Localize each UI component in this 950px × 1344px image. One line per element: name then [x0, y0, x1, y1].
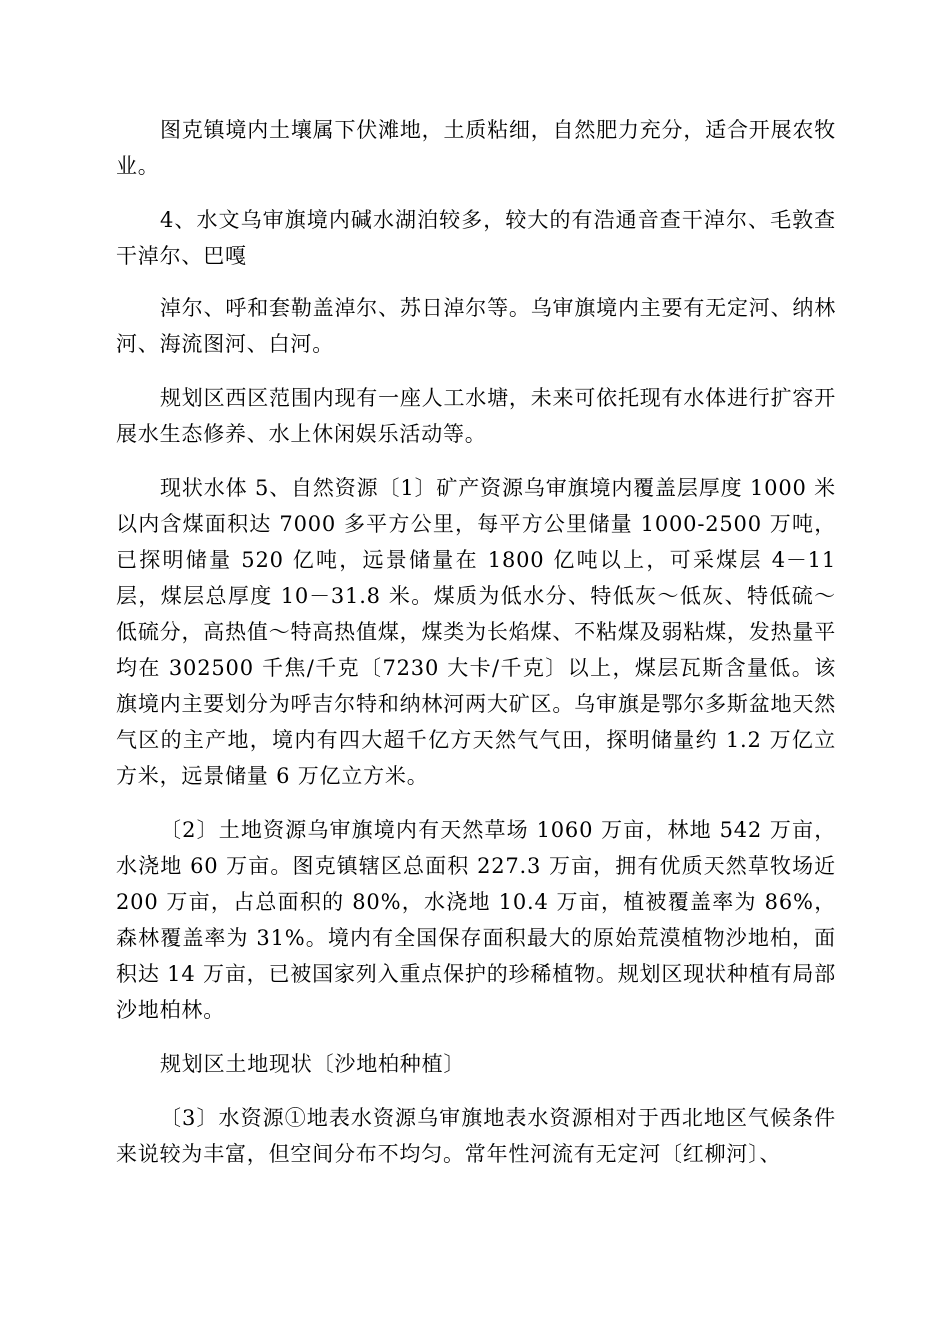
- paragraph-land-status: 规划区土地现状〔沙地柏种植〕: [160, 1052, 466, 1076]
- document-body: [116, 112, 836, 1190]
- paragraph-water-resources: 〔3〕水资源①地表水资源乌审旗地表水资源相对于西北地区气候条件来说较为丰富，但空间分布不均匀。常年性河流有无定河〔红柳河〕、: [116, 1106, 836, 1166]
- paragraph-hydrology: 4、水文乌审旗境内碱水湖泊较多，较大的有浩通音查干淖尔、毛敦查干淖尔、巴嘎: [116, 208, 836, 268]
- paragraph-land-resources: 〔2〕土地资源乌审旗境内有天然草场 1060 万亩，林地 542 万亩，水浇地 60 万亩。图克镇辖区总面积 227.3 万亩，拥有优质天然草牧场近 200 万亩，占总面积的 80%，水浇地 10.4 万亩，植被覆盖率为 86%，森林覆盖率为 31%。境内有全国保存面积最大的原始荒漠植物沙地柏，面积达 14 万亩，已被国家列入重点保护的珍稀植物。规划区现状种植有局部沙地柏林。: [116, 818, 836, 1022]
- paragraph-rivers: 淖尔、呼和套勒盖淖尔、苏日淖尔等。乌审旗境内主要有无定河、纳林河、海流图河、白河。: [116, 296, 836, 356]
- paragraph-soil: 图克镇境内土壤属下伏滩地，土质粘细，自然肥力充分，适合开展农牧业。: [116, 118, 836, 178]
- paragraph-pond: 规划区西区范围内现有一座人工水塘，未来可依托现有水体进行扩容开展水生态修养、水上休闲娱乐活动等。: [116, 386, 836, 446]
- paragraph-mineral-resources: 现状水体 5、自然资源〔1〕矿产资源乌审旗境内覆盖层厚度 1000 米以内含煤面积达 7000 多平方公里，每平方公里储量 1000-2500 万吨，已探明储量 520 亿吨，远景储量在 1800 亿吨以上，可采煤层 4－11 层，煤层总厚度 10－31.8 米。煤质为低水分、特低灰～低灰、特低硫～低硫分，高热值～特高热值煤，煤类为长焰煤、不粘煤及弱粘煤，发热量平均在 302500 千焦/千克〔7230 大卡/千克〕以上，煤层瓦斯含量低。该旗境内主要划分为呼吉尔特和纳林河两大矿区。乌审旗是鄂尔多斯盆地天然气区的主产地，境内有四大超千亿方天然气气田，探明储量约 1.2 万亿立方米，远景储量 6 万亿立方米。: [116, 476, 836, 788]
